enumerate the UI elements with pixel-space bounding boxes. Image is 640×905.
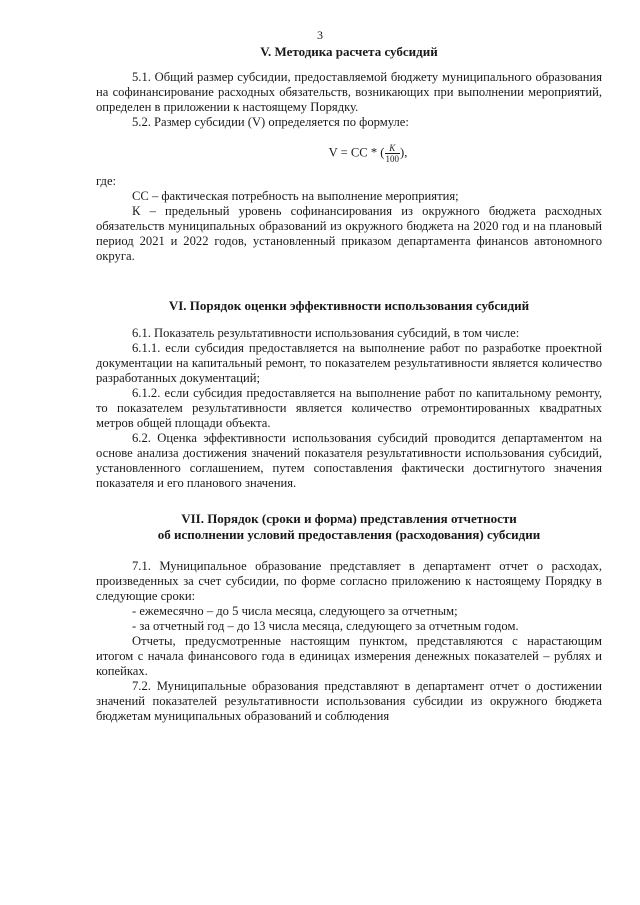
- section-5-title: V. Методика расчета субсидий: [260, 44, 438, 59]
- paragraph-5-1: 5.1. Общий размер субсидии, предоставляемой бюджету муниципального образования на софинансирование расходных обязательств, возникающих при выполнении мероприятий, определен в приложении к настоящему Порядку.: [96, 70, 602, 114]
- paragraph-6-1-2: 6.1.2. если субсидия предоставляется на выполнение работ по капитальному ремонту, то показателем результативности является количество отремонтированных квадратных метров общей площади объекта.: [96, 386, 602, 430]
- subsidy-formula: [134, 143, 602, 164]
- paragraph-7-1-reports: Отчеты, предусмотренные настоящим пунктом, представляются с нарастающим итогом с начала финансового года в единицах измерения денежных показателей – рублях и копейках.: [96, 634, 602, 678]
- where-label: где:: [96, 174, 117, 188]
- page-number: 3: [317, 28, 323, 42]
- formula-numerator: K: [385, 143, 401, 154]
- definition-k: К – предельный уровень софинансирования из окружного бюджета расходных обязательств муниципальных образований из окружного бюджета на 2020 год и на плановый период 2021 и 2022 годов, установленный приказом департамента финансов автономного округа.: [96, 204, 602, 263]
- paragraph-5-2: 5.2. Размер субсидии (V) определяется по формуле:: [132, 115, 409, 129]
- formula-denominator: 100: [385, 154, 399, 164]
- document-body: [96, 44, 602, 724]
- formula-left: V = CC * (: [328, 145, 385, 160]
- section-7-title: [96, 511, 602, 543]
- paragraph-6-1: 6.1. Показатель результативности использования субсидий, в том числе:: [132, 326, 520, 340]
- paragraph-7-1: 7.1. Муниципальное образование представляет в департамент отчет о расходах, произведенных за счет субсидии, по форме согласно приложению к настоящему Порядку в следующие сроки:: [96, 559, 602, 603]
- deadline-yearly: - за отчетный год – до 13 числа месяца, следующего за отчетным годом.: [132, 619, 519, 633]
- deadline-monthly: - ежемесячно – до 5 числа месяца, следующего за отчетным;: [132, 604, 458, 618]
- paragraph-6-2: 6.2. Оценка эффективности использования субсидий проводится департаментом на основе анализа достижения значений показателя результативности использования субсидий, установленного соглашением, путем сопоставления фактически достигнутого значения показателя и его планового значения.: [96, 431, 602, 490]
- section-6-title: VI. Порядок оценки эффективности использования субсидий: [168, 298, 530, 313]
- paragraph-7-2: 7.2. Муниципальные образования представляют в департамент отчет о достижении значений показателей результативности использования субсидии из окружного бюджета бюджетам муниципальных образований и соблюдения: [96, 679, 602, 723]
- definition-cc: CC – фактическая потребность на выполнение мероприятия;: [132, 189, 459, 203]
- formula-fraction: [385, 143, 401, 164]
- section-7-title-line-1: VII. Порядок (сроки и форма) представления отчетности: [181, 511, 517, 526]
- section-7-title-line-2: об исполнении условий предоставления (расходования) субсидии: [157, 527, 541, 542]
- formula-right: ),: [400, 145, 408, 160]
- paragraph-6-1-1: 6.1.1. если субсидия предоставляется на выполнение работ по разработке проектной документации на капитальный ремонт, то показателем результативности является количество разработанных документаций;: [96, 341, 602, 385]
